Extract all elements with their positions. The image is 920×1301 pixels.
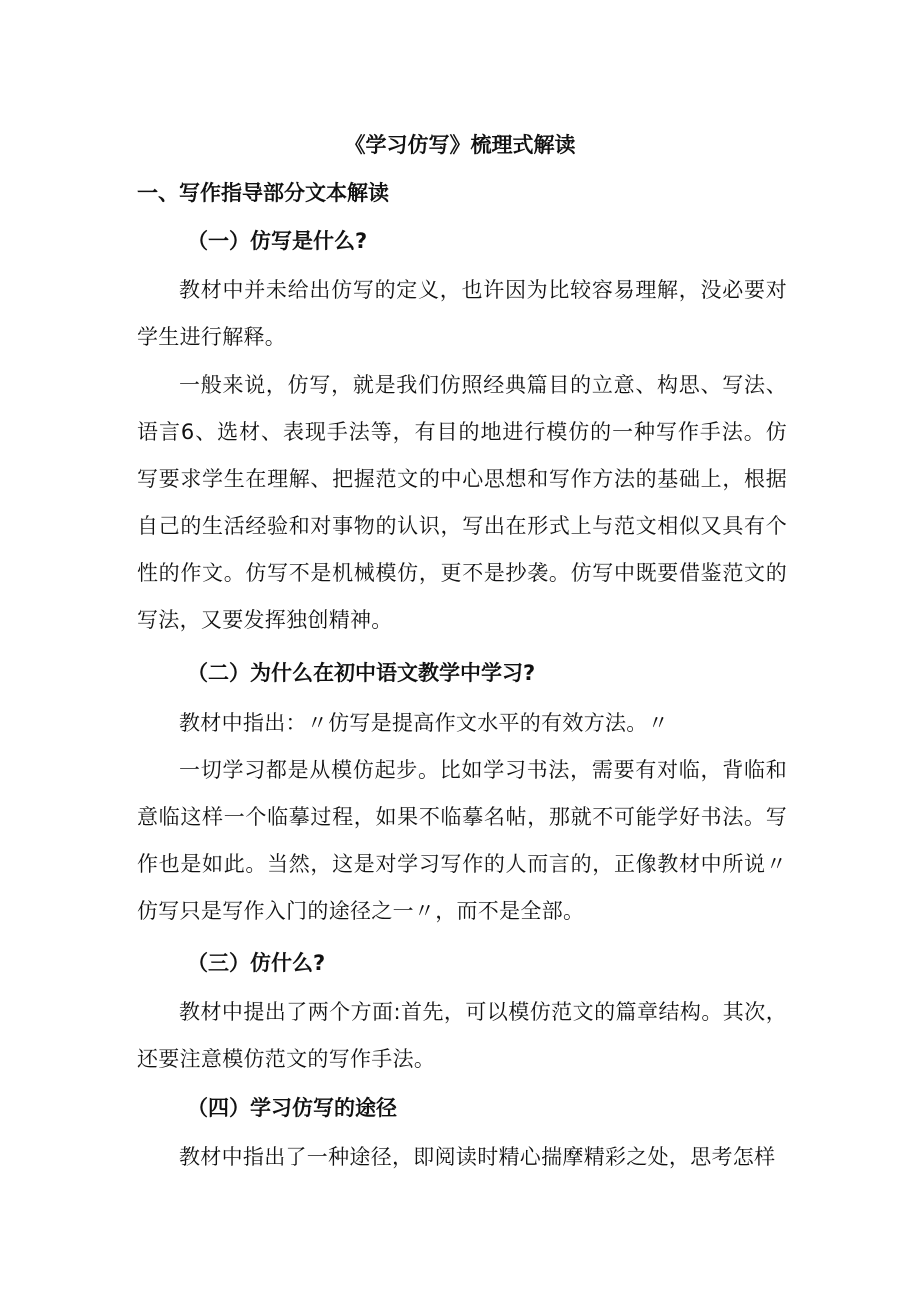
- section-heading-1: 一、写作指导部分文本解读: [137, 181, 389, 205]
- paragraph: 教材中并未给出仿写的定义，也许因为比较容易理解，没必要对学生进行解释。: [137, 278, 787, 349]
- paragraph: 一般来说，仿写，就是我们仿照经典篇目的立意、构思、写法、语言6、选材、表现手法等，有目的地进行模仿的一种写作手法。仿写要求学生在理解、把握范文的中心思想和写作方法的基础上，根据自己的生活经验和对事物的认识，写出在形式上与范文相似又具有个性的作文。仿写不是机械模仿，更不是抄袭。仿写中既要借鉴范文的写法，又要发挥独创精神。: [137, 373, 787, 632]
- paragraph: 教材中指出：〃仿写是提高作文水平的有效方法。〃: [179, 711, 669, 735]
- document-title: 《学习仿写》梳理式解读: [344, 133, 576, 157]
- paragraph: 一切学习都是从模仿起步。比如学习书法，需要有对临，背临和意临这样一个临摹过程，如果不临摹名帖，那就不可能学好书法。写作也是如此。当然，这是对学习写作的人而言的，正像教材中所说〃仿写只是写作入门的途径之一〃，而不是全部。: [137, 758, 787, 923]
- subsection-heading-2: （二）为什么在初中语文教学中学习?: [187, 661, 536, 685]
- paragraph: 教材中指出了一种途径，即阅读时精心揣摩精彩之处，思考怎样: [179, 1145, 776, 1169]
- subsection-heading-1: （一）仿写是什么?: [187, 229, 368, 253]
- subsection-heading-4: （四）学习仿写的途径: [187, 1096, 397, 1120]
- paragraph: 教材中提出了两个方面:首先，可以模仿范文的篇章结构。其次，还要注意模仿范文的写作手法。: [137, 1000, 787, 1071]
- subsection-heading-3: （三）仿什么?: [187, 951, 326, 975]
